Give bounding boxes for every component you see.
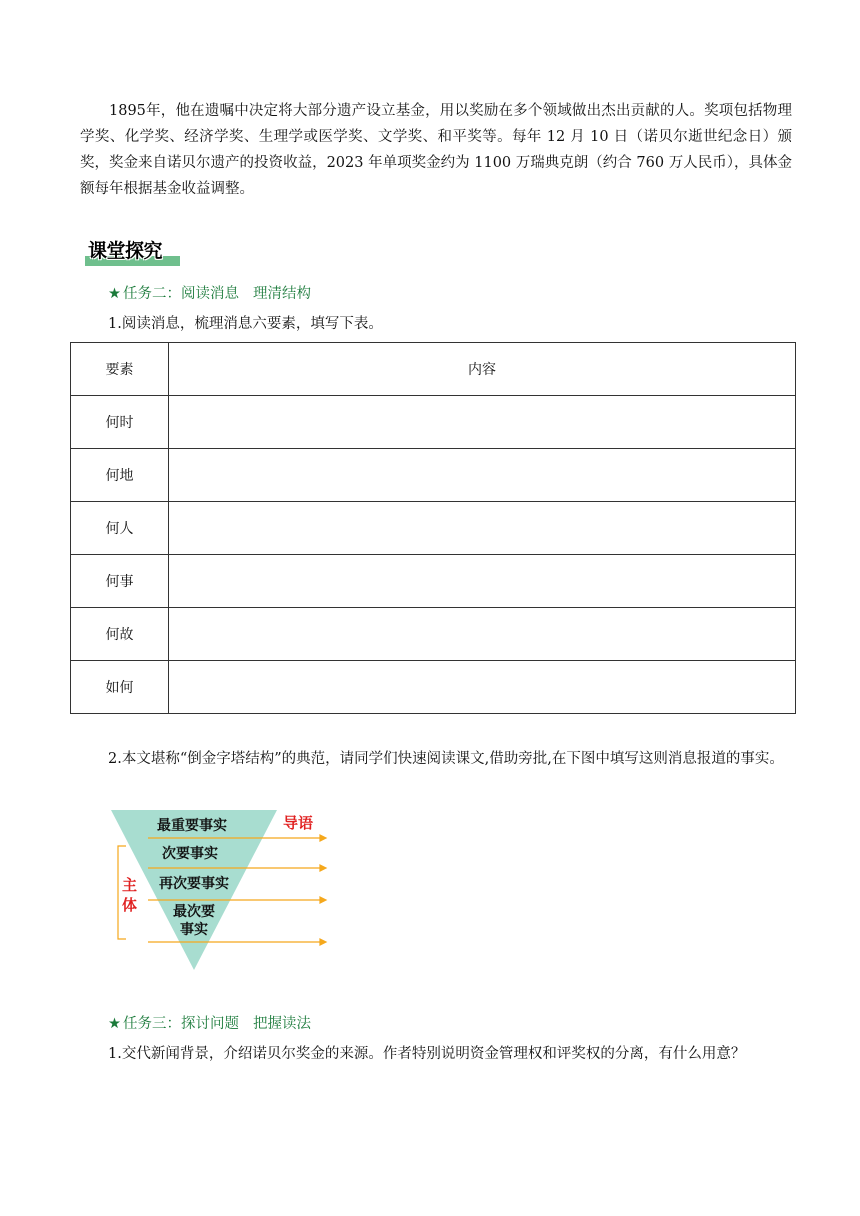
row-label: 何时 xyxy=(71,396,169,449)
arrow-head xyxy=(320,939,326,945)
table-row xyxy=(71,449,796,502)
answer-cell[interactable] xyxy=(169,608,796,661)
table-row xyxy=(71,608,796,661)
table-row xyxy=(71,396,796,449)
row-label: 何地 xyxy=(71,449,169,502)
answer-cell[interactable] xyxy=(169,449,796,502)
table-row xyxy=(71,555,796,608)
star-icon: ★ xyxy=(108,1016,121,1032)
answer-cell[interactable] xyxy=(169,555,796,608)
table-header-row xyxy=(71,343,796,396)
star-icon: ★ xyxy=(108,286,121,302)
task2-heading xyxy=(108,282,311,303)
task3-label-2: 把握读法 xyxy=(253,1016,311,1032)
arrow-head xyxy=(320,865,326,871)
question-1: 1.阅读消息，梳理消息六要素，填写下表。 xyxy=(108,316,383,332)
row-label: 何故 xyxy=(71,608,169,661)
header-content: 内容 xyxy=(169,343,796,396)
body-label-1: 主 xyxy=(122,876,138,894)
answer-cell[interactable] xyxy=(169,502,796,555)
answer-cell[interactable] xyxy=(169,396,796,449)
arrow-head xyxy=(320,897,326,903)
arrow-head xyxy=(320,835,326,841)
question-3: 1.交代新闻背景，介绍诺贝尔奖金的来源。作者特别说明资金管理权和评奖权的分离，有什么用意？ xyxy=(108,1046,746,1062)
table-row xyxy=(71,661,796,714)
level-3-label: 再次要事实 xyxy=(159,876,229,892)
intro-paragraph: 1895年，他在遗嘱中决定将大部分遗产设立基金，用以奖励在多个领域做出杰出贡献的人。奖项包括物理学奖、化学奖、经济学奖、生理学或医学奖、文学奖、和平奖等。每年 12 月 10 日（诺贝尔逝世纪念日）颁奖，奖金来自诺贝尔遗产的投资收益，2023 年单项奖金约为 1100 万瑞典克朗（约合 760 万人民币），具体金额每年根据基金收益调整。 xyxy=(80,103,792,197)
inverted-pyramid-svg xyxy=(108,806,338,978)
question-2: 2.本文堪称“倒金字塔结构”的典范，请同学们快速阅读课文,借助旁批,在下图中填写这则消息报道的事实。 xyxy=(108,751,784,767)
lead-label: 导语 xyxy=(283,814,314,832)
inverted-pyramid-diagram xyxy=(108,806,338,978)
section-title: 课堂探究 xyxy=(88,240,163,262)
task2-label: 任务二：阅读消息 xyxy=(123,286,239,302)
level-1-label: 最重要事实 xyxy=(157,818,227,834)
six-elements-table xyxy=(70,342,796,714)
level-2-label: 次要事实 xyxy=(162,846,218,862)
header-element: 要素 xyxy=(71,343,169,396)
table-row xyxy=(71,502,796,555)
task3-label: 任务三：探讨问题 xyxy=(123,1016,239,1032)
row-label: 如何 xyxy=(71,661,169,714)
task3-heading xyxy=(108,1012,311,1033)
task2-label-2: 理清结构 xyxy=(253,286,311,302)
row-label: 何事 xyxy=(71,555,169,608)
level-4-label-line1: 最次要 xyxy=(173,904,215,920)
level-4-label-line2: 事实 xyxy=(180,922,208,938)
section-banner xyxy=(85,236,180,266)
body-label-2: 体 xyxy=(122,896,138,914)
answer-cell[interactable] xyxy=(169,661,796,714)
row-label: 何人 xyxy=(71,502,169,555)
